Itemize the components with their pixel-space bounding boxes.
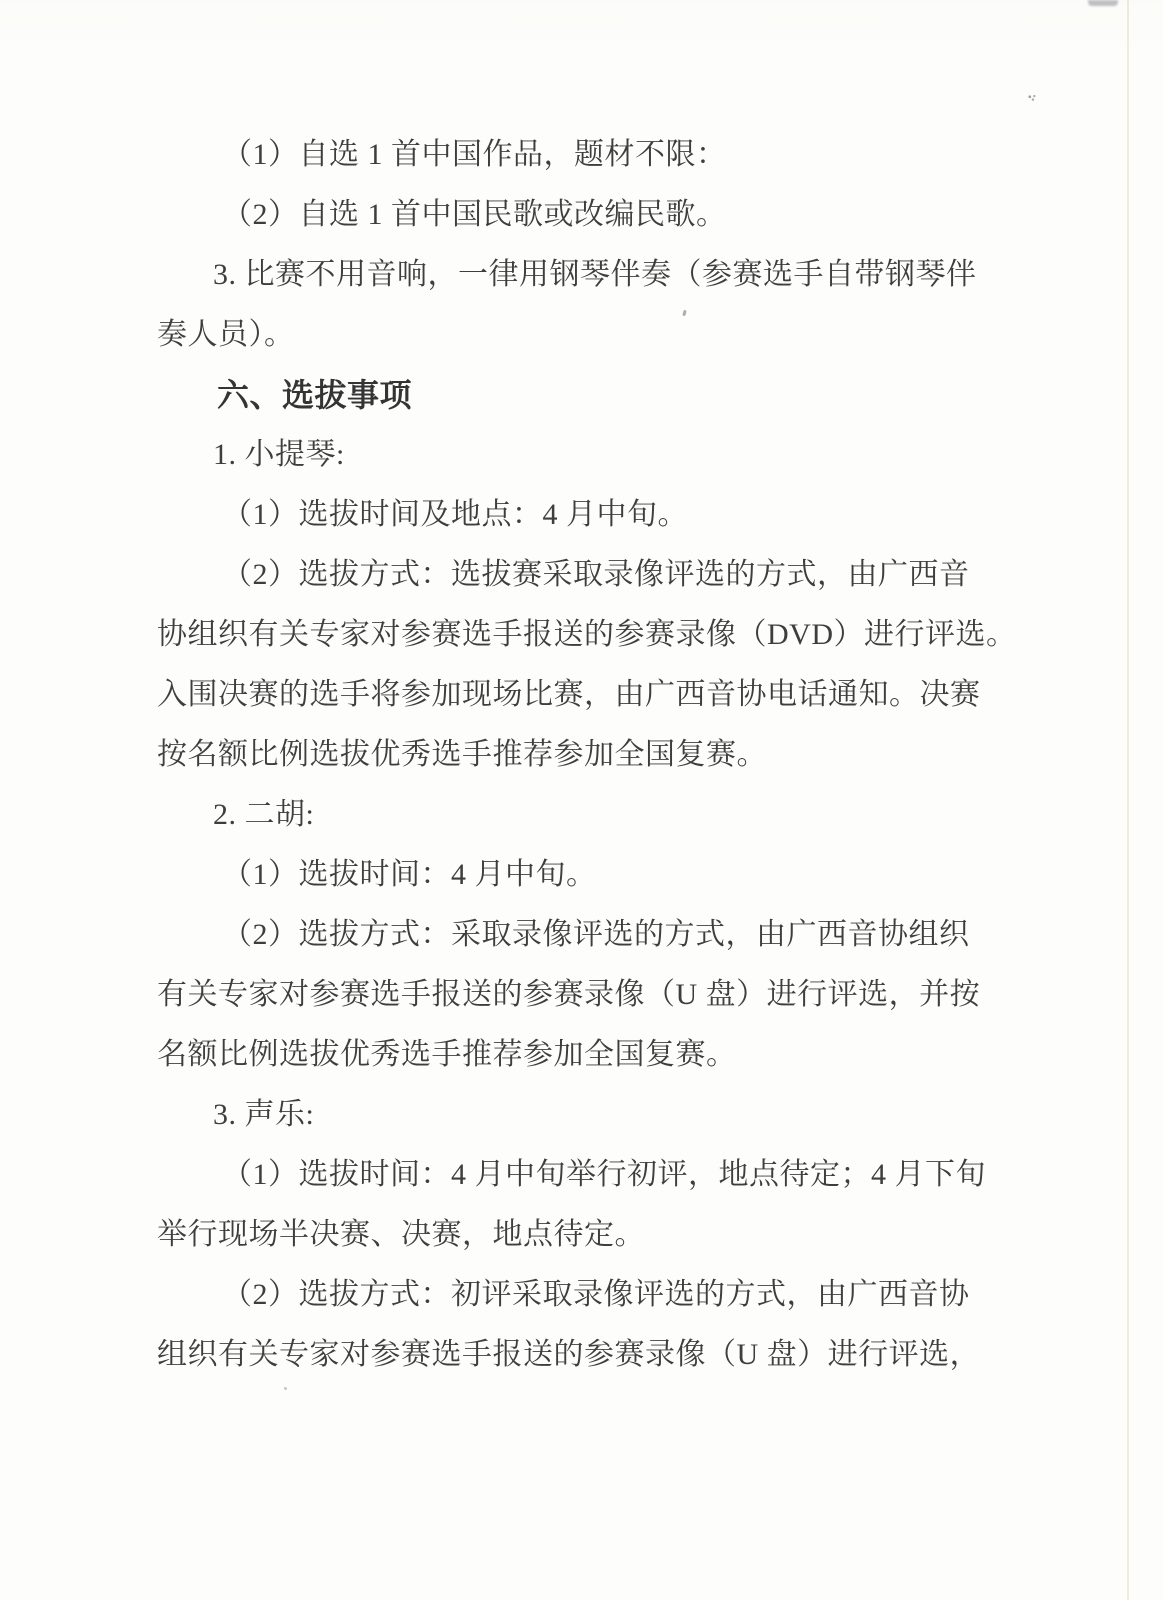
doc-line: （1）选拔时间及地点：4 月中旬。 xyxy=(222,498,688,531)
scan-smudge-artifact xyxy=(1088,0,1118,6)
doc-line: 有关专家对参赛选手报送的参赛录像（U 盘）进行评选，并按 xyxy=(157,978,981,1011)
doc-line: 2. 二胡: xyxy=(213,798,315,831)
doc-line: 组织有关专家对参赛选手报送的参赛录像（U 盘）进行评选， xyxy=(157,1338,981,1371)
scan-speck-artifact xyxy=(1028,94,1037,101)
doc-line: 1. 小提琴: xyxy=(213,438,345,471)
doc-line: （1）自选 1 首中国作品，题材不限： xyxy=(222,138,727,171)
section-heading: 六、选拔事项 xyxy=(217,377,413,413)
doc-line: 按名额比例选拔优秀选手推荐参加全国复赛。 xyxy=(157,738,767,771)
doc-line: 入围决赛的选手将参加现场比赛，由广西音协电话通知。决赛 xyxy=(157,678,981,711)
doc-line: （2）选拔方式：选拔赛采取录像评选的方式，由广西音 xyxy=(222,558,970,591)
doc-line: 举行现场半决赛、决赛，地点待定。 xyxy=(157,1218,645,1251)
doc-line: 3. 比赛不用音响，一律用钢琴伴奏（参赛选手自带钢琴伴 xyxy=(213,258,977,291)
doc-line: 名额比例选拔优秀选手推荐参加全国复赛。 xyxy=(157,1038,737,1071)
doc-line: 奏人员）。 xyxy=(157,318,295,351)
scan-edge-artifact xyxy=(1127,0,1129,1600)
doc-line: 协组织有关专家对参赛选手报送的参赛录像（DVD）进行评选。 xyxy=(157,618,1017,651)
doc-line: 3. 声乐: xyxy=(213,1098,315,1131)
doc-line: （2）自选 1 首中国民歌或改编民歌。 xyxy=(222,198,727,231)
doc-line: （1）选拔时间：4 月中旬举行初评，地点待定；4 月下旬 xyxy=(222,1158,986,1191)
document-text-block xyxy=(157,125,1017,1385)
scan-dot-artifact xyxy=(284,1387,287,1390)
doc-line: （1）选拔时间：4 月中旬。 xyxy=(222,858,597,891)
doc-line: （2）选拔方式：采取录像评选的方式，由广西音协组织 xyxy=(222,918,970,951)
doc-line: （2）选拔方式：初评采取录像评选的方式，由广西音协 xyxy=(222,1278,970,1311)
